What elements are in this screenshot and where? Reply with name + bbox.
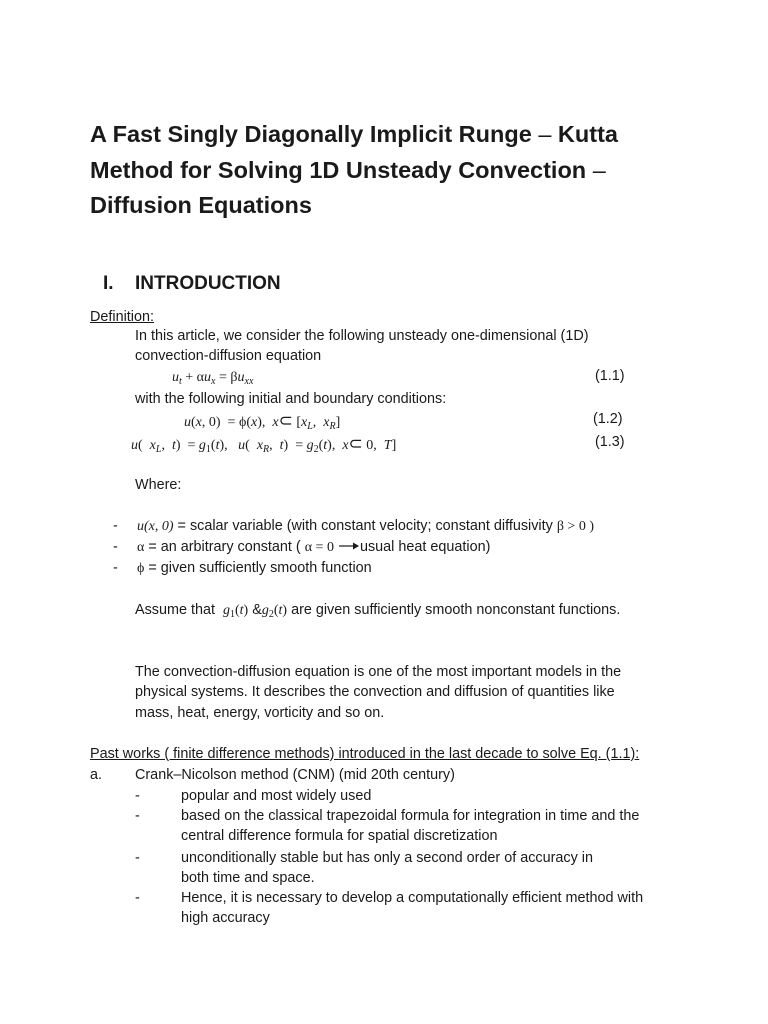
list-item: ϕ = given sufficiently smooth function [137,560,372,576]
paragraph-line: physical systems. It describes the convection and diffusion of quantities like [135,684,615,700]
title-text: Kutta [557,121,618,147]
paragraph-line: The convection-diffusion equation is one of the most important models in the [135,664,622,680]
sub-list-item: central difference formula for spatial discretization [181,828,498,844]
where-label: Where: [135,477,182,493]
bullet-dash: - [135,788,140,804]
bullet-dash: - [113,560,118,576]
conditions-intro: with the following initial and boundary conditions: [135,391,447,407]
sub-list-item: Hence, it is necessary to develop a computationally efficient method with [181,890,644,906]
equation-number: (1.2) [593,411,623,427]
title-text: A Fast Singly Diagonally Implicit Runge [90,121,532,147]
bullet-dash: - [135,850,140,866]
intro-line-2: convection-diffusion equation [135,348,322,364]
sub-list-item: popular and most widely used [181,788,372,804]
sub-list-item: both time and space. [181,870,315,886]
equation-1-1: $u_t + \alpha u_x = \beta u_{xx}$ [172,370,254,387]
paragraph-line: mass, heat, energy, vorticity and so on. [135,705,385,721]
equation-number: (1.1) [595,368,625,384]
title-dash: – [592,157,606,183]
past-works-heading: Past works ( finite difference methods) introduced in the last decade to solve Eq. (1.1): [90,746,640,762]
list-item: Crank–Nicolson method (CNM) (mid 20th century) [135,767,455,783]
list-item: α = an arbitrary constant ( α = 0 usual heat equation) [137,537,490,558]
implies-arrow-icon [338,537,360,557]
document-title-line-2 [90,152,606,188]
list-item: u(x, 0) = scalar variable (with constant velocity; constant diffusivity β > 0 ) [137,518,594,534]
bullet-dash: - [135,890,140,906]
sub-list-item: high accuracy [181,910,270,926]
bullet-dash: - [113,518,118,534]
assumption-line: Assume that $g_1(t)$ $\&g_2(t)$ are given sufficiently smooth nonconstant functions. [135,602,621,620]
equation-1-2: u(x, 0) = ϕ(x), x⊂ [$x_L$, $x_R$] [184,411,341,432]
title-dash: – [538,121,552,147]
intro-line-1: In this article, we consider the following unsteady one-dimensional (1D) [135,328,589,344]
list-label: a. [90,767,103,783]
equation-number: (1.3) [595,434,625,450]
document-title-line-3 [90,187,312,223]
bullet-dash: - [135,808,140,824]
title-text: Diffusion Equations [90,192,312,218]
sub-list-item: based on the classical trapezoidal formula for integration in time and the [181,808,640,824]
section-number: I. [103,273,114,294]
definition-label: Definition: [90,309,154,325]
equation-1-3: u( $x_L$, t) = g1(t), u( $x_R$, t) = g2(t), x⊂ 0, T] [131,434,397,455]
title-text: Method for Solving 1D Unsteady Convection [90,157,587,183]
bullet-dash: - [113,539,118,555]
document-title-line-1 [90,116,618,152]
section-title: INTRODUCTION [135,273,281,294]
sub-list-item: unconditionally stable but has only a second order of accuracy in [181,850,593,866]
